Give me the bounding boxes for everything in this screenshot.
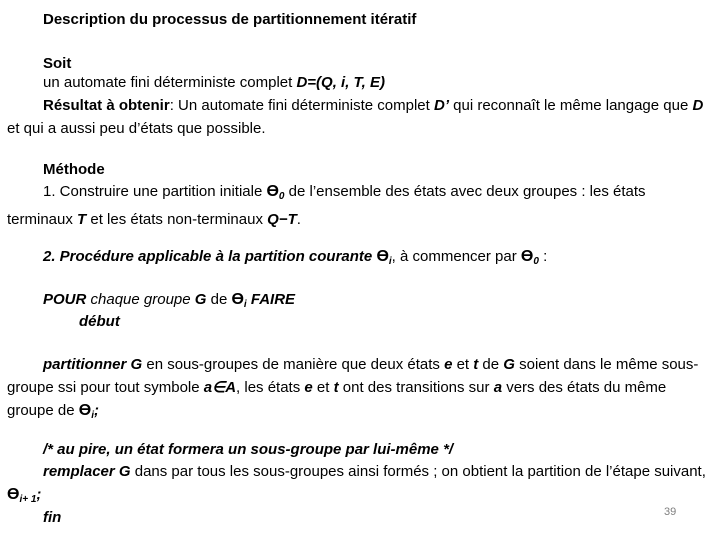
remplacer-paragraph xyxy=(7,460,712,511)
comment-line: /* au pire, un état formera un sous-groupe par lui-même */ xyxy=(43,441,454,458)
et-text: et xyxy=(452,356,474,373)
t-state-symbol: t xyxy=(333,379,339,396)
semicolon: ; xyxy=(36,486,42,503)
e-symbol: e xyxy=(444,356,453,373)
theta-subscript-i: i xyxy=(388,256,392,267)
g-symbol: G xyxy=(130,356,143,373)
faire-keyword: FAIRE xyxy=(246,291,296,308)
theta-subscript-0: 0 xyxy=(278,191,285,202)
pour-text-2: de xyxy=(206,291,232,308)
t-symbol: T xyxy=(77,211,87,228)
d-symbol: D xyxy=(692,97,704,114)
theta-symbol: ϴ xyxy=(78,402,92,419)
resultat-label: Résultat à obtenir xyxy=(43,97,170,114)
theta-subscript-0: 0 xyxy=(533,256,539,267)
resultat-paragraph xyxy=(7,94,712,140)
theta-symbol: ϴ xyxy=(376,248,389,265)
partitionner-text-2: soient dans le même sous-groupe ssi pour tout symbole xyxy=(7,356,699,396)
step2-colon: : xyxy=(538,248,548,265)
theta-subscript-i: i xyxy=(91,410,94,421)
remplacer-verb: remplacer xyxy=(43,463,115,480)
step1-paragraph xyxy=(7,180,712,231)
partitionner-verb: partitionner xyxy=(43,356,127,373)
step2-text-1: 2. Procédure applicable à la partition courante xyxy=(43,248,377,265)
g-symbol: G xyxy=(118,463,131,480)
step2-line xyxy=(43,245,547,273)
page-number: 39 xyxy=(664,506,677,518)
step1-dot: . xyxy=(296,211,301,228)
t-state-symbol: t xyxy=(473,356,479,373)
theta-symbol: ϴ xyxy=(266,183,279,200)
pour-keyword: POUR xyxy=(43,291,87,308)
d-prime: D’ xyxy=(433,97,449,114)
soit-line-text: un automate fini déterministe complet xyxy=(43,74,297,91)
soit-label: Soit xyxy=(43,55,72,72)
theta-symbol: ϴ xyxy=(520,248,534,265)
fin-keyword: fin xyxy=(43,509,62,526)
theta-subscript-i-plus-1: i+ 1 xyxy=(19,494,37,505)
q-minus-t: Q−T xyxy=(267,211,297,228)
resultat-text-2: qui reconnaît le même langage que xyxy=(448,97,693,114)
slide-title: Description du processus de partitionnement itératif xyxy=(43,11,417,28)
soit-line xyxy=(43,71,385,94)
theta-subscript-i: i xyxy=(243,299,247,310)
de-text: de xyxy=(478,356,504,373)
partitionner-text-1: en sous-groupes de manière que deux états xyxy=(142,356,445,373)
a-in-a-symbol: a∈A xyxy=(203,379,237,396)
resultat-text-3: et qui a aussi peu d’états que possible. xyxy=(7,120,266,137)
pour-text-1: chaque groupe xyxy=(86,291,195,308)
partitionner-paragraph xyxy=(7,353,712,427)
semicolon: ; xyxy=(93,402,99,419)
step1-text-3: et les états non-terminaux xyxy=(86,211,268,228)
step1-text-2: de l’ensemble des états avec deux groupes : les états terminaux xyxy=(7,183,646,228)
g-symbol: G xyxy=(194,291,207,308)
remplacer-text-1: dans par tous les sous-groupes ainsi formés ; on obtient la partition de l’étape suivant, xyxy=(130,463,706,480)
theta-symbol: ϴ xyxy=(231,291,244,308)
et-text: et xyxy=(312,379,334,396)
debut-keyword: début xyxy=(79,313,120,330)
e-symbol: e xyxy=(304,379,313,396)
step2-text-2: , à commencer par xyxy=(391,248,521,265)
partitionner-text-3: , les états xyxy=(236,379,305,396)
g-symbol: G xyxy=(503,356,515,373)
partitionner-text-5: vers des états du même groupe de xyxy=(7,379,667,419)
resultat-text-1: : Un automate fini déterministe complet xyxy=(169,97,434,114)
partitionner-text-4: ont des transitions sur xyxy=(338,379,494,396)
step1-text-1: 1. Construire une partition initiale xyxy=(43,183,267,200)
theta-symbol: ϴ xyxy=(7,486,20,503)
methode-label: Méthode xyxy=(43,161,105,178)
automaton-definition: D=(Q, i, T, E) xyxy=(296,74,385,91)
a-symbol: a xyxy=(493,379,503,396)
